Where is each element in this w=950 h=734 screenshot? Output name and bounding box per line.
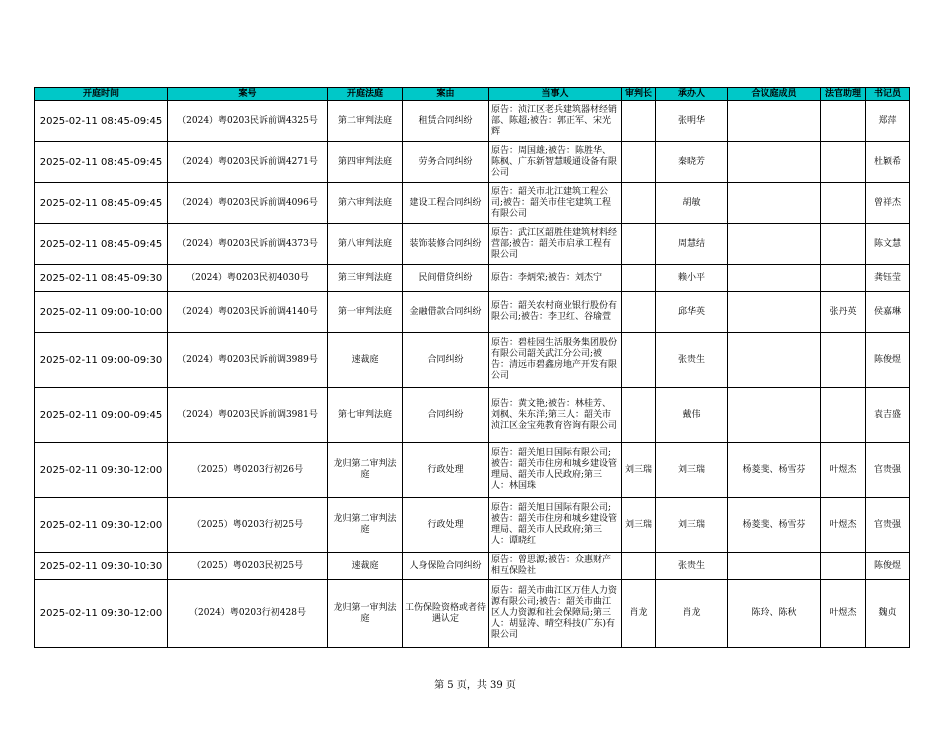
cell-time: 2025-02-11 08:45-09:45 [35,101,168,142]
header-cause: 案由 [403,88,489,101]
cell-clerk: 郑萍 [866,101,910,142]
cell-presiding [622,553,656,580]
cell-clerk: 陈俊煜 [866,333,910,388]
cell-presiding: 刘三瑞 [622,443,656,498]
cell-court: 第四审判法庭 [328,142,403,183]
cell-assistant: 叶煜杰 [821,580,866,648]
table-row [35,333,910,388]
cell-panel [728,265,821,292]
cell-clerk: 陈俊煜 [866,553,910,580]
table-row [35,101,910,142]
cell-time: 2025-02-11 09:00-10:00 [35,292,168,333]
cell-cause: 行政处理 [403,443,489,498]
cell-parties: 原告：碧桂园生活服务集团股份有限公司韶关武江分公司;被告：清远市碧鑫房地产开发有限公司 [489,333,622,388]
cell-parties: 原告：武江区韶胜佳建筑材料经营部;被告：韶关市启承工程有限公司 [489,224,622,265]
cell-cause: 行政处理 [403,498,489,553]
cell-handler: 刘三瑞 [656,498,728,553]
cell-case-no: （2024）粤0203民诉前调3981号 [168,388,328,443]
cell-case-no: （2024）粤0203民诉前调4325号 [168,101,328,142]
cell-case-no: （2025）粤0203行初25号 [168,498,328,553]
cell-parties: 原告：韶关市曲江区万佳人力资源有限公司;被告：韶关市曲江区人力资源和社会保障局;第三人：胡显涛、晴空科技(广东)有限公司 [489,580,622,648]
table-row [35,224,910,265]
cell-presiding: 刘三瑞 [622,498,656,553]
cell-case-no: （2024）粤0203民诉前调3989号 [168,333,328,388]
cell-panel [728,388,821,443]
cell-cause: 合同纠纷 [403,388,489,443]
cell-cause: 租赁合同纠纷 [403,101,489,142]
cell-time: 2025-02-11 08:45-09:45 [35,183,168,224]
table-row [35,183,910,224]
cell-assistant [821,142,866,183]
header-court: 开庭法庭 [328,88,403,101]
cell-panel: 杨菱斐、杨雪芬 [728,498,821,553]
cell-parties: 原告：黄文艳;被告：林桂芳、刘枫、朱东洋;第三人：韶关市浈江区金宝苑教育咨询有限公司 [489,388,622,443]
cell-court: 第一审判法庭 [328,292,403,333]
cell-clerk: 袁吉盛 [866,388,910,443]
header-row [35,88,910,101]
cell-time: 2025-02-11 09:00-09:30 [35,333,168,388]
cell-cause: 建设工程合同纠纷 [403,183,489,224]
header-handler: 承办人 [656,88,728,101]
cell-assistant [821,553,866,580]
table-row [35,443,910,498]
table-row [35,265,910,292]
cell-clerk: 杜颖希 [866,142,910,183]
cell-presiding [622,224,656,265]
cell-panel [728,142,821,183]
cell-clerk: 官贵强 [866,443,910,498]
cell-cause: 合同纠纷 [403,333,489,388]
header-assistant: 法官助理 [821,88,866,101]
page-footer: 第 5 页，共 39 页 [434,680,516,691]
hearing-schedule-table [34,87,910,648]
cell-handler: 肖龙 [656,580,728,648]
cell-assistant: 张丹英 [821,292,866,333]
cell-case-no: （2024）粤0203民诉前调4096号 [168,183,328,224]
cell-case-no: （2024）粤0203行初428号 [168,580,328,648]
cell-presiding [622,265,656,292]
cell-case-no: （2024）粤0203民诉前调4373号 [168,224,328,265]
cell-parties: 原告：周国雄;被告：陈胜华、陈枫、广东新智慧暖通设备有限公司 [489,142,622,183]
cell-panel [728,292,821,333]
cell-parties: 原告：韶关旭日国际有限公司;被告：韶关市住房和城乡建设管理局、韶关市人民政府;第三人：林国珠 [489,443,622,498]
cell-clerk: 魏贞 [866,580,910,648]
header-panel: 合议庭成员 [728,88,821,101]
cell-assistant: 叶煜杰 [821,443,866,498]
cell-panel [728,183,821,224]
cell-assistant [821,388,866,443]
cell-court: 速裁庭 [328,333,403,388]
cell-case-no: （2025）粤0203行初26号 [168,443,328,498]
cell-assistant [821,224,866,265]
cell-cause: 工伤保险资格或者待遇认定 [403,580,489,648]
cell-parties: 原告：韶关旭日国际有限公司;被告：韶关市住房和城乡建设管理局、韶关市人民政府;第三人：谭晓红 [489,498,622,553]
cell-presiding [622,292,656,333]
cell-assistant [821,101,866,142]
cell-time: 2025-02-11 08:45-09:45 [35,224,168,265]
cell-cause: 装饰装修合同纠纷 [403,224,489,265]
table-row [35,142,910,183]
cell-case-no: （2024）粤0203民初4030号 [168,265,328,292]
cell-case-no: （2024）粤0203民诉前调4271号 [168,142,328,183]
table-row [35,388,910,443]
cell-parties: 原告：李炳荣;被告：刘杰宁 [489,265,622,292]
cell-court: 第三审判法庭 [328,265,403,292]
cell-panel: 陈玲、陈秋 [728,580,821,648]
cell-parties: 原告：浈江区老兵建筑器材经销部、陈超;被告：郭正军、宋光辉 [489,101,622,142]
cell-time: 2025-02-11 09:30-12:00 [35,498,168,553]
cell-court: 第八审判法庭 [328,224,403,265]
header-presiding: 审判长 [622,88,656,101]
cell-cause: 劳务合同纠纷 [403,142,489,183]
cell-handler: 戴伟 [656,388,728,443]
cell-panel: 杨菱斐、杨雪芬 [728,443,821,498]
cell-court: 龙归第一审判法庭 [328,580,403,648]
cell-court: 龙归第二审判法庭 [328,443,403,498]
cell-cause: 民间借贷纠纷 [403,265,489,292]
cell-assistant [821,333,866,388]
cell-case-no: （2024）粤0203民诉前调4140号 [168,292,328,333]
table-row [35,580,910,648]
cell-presiding: 肖龙 [622,580,656,648]
cell-clerk: 陈文慧 [866,224,910,265]
cell-time: 2025-02-11 09:30-12:00 [35,443,168,498]
cell-handler: 赖小平 [656,265,728,292]
cell-court: 速裁庭 [328,553,403,580]
cell-presiding [622,333,656,388]
cell-presiding [622,142,656,183]
header-time: 开庭时间 [35,88,168,101]
cell-clerk: 侯嘉琳 [866,292,910,333]
header-clerk: 书记员 [866,88,910,101]
table-row [35,498,910,553]
cell-handler: 张明华 [656,101,728,142]
cell-assistant [821,183,866,224]
cell-cause: 金融借款合同纠纷 [403,292,489,333]
cell-panel [728,101,821,142]
cell-presiding [622,183,656,224]
cell-presiding [622,101,656,142]
cell-parties: 原告：韶关农村商业银行股份有限公司;被告：李卫红、谷瑜萱 [489,292,622,333]
cell-assistant: 叶煜杰 [821,498,866,553]
cell-panel [728,553,821,580]
cell-court: 第七审判法庭 [328,388,403,443]
cell-handler: 邱华英 [656,292,728,333]
cell-presiding [622,388,656,443]
cell-time: 2025-02-11 09:30-12:00 [35,580,168,648]
cell-handler: 张贵生 [656,553,728,580]
cell-time: 2025-02-11 08:45-09:30 [35,265,168,292]
cell-handler: 周慧结 [656,224,728,265]
cell-handler: 秦晓芳 [656,142,728,183]
cell-panel [728,224,821,265]
cell-parties: 原告：韶关市北江建筑工程公司;被告：韶关市佳宅建筑工程有限公司 [489,183,622,224]
header-parties: 当事人 [489,88,622,101]
cell-parties: 原告：曾思源;被告：众惠财产相互保险社 [489,553,622,580]
header-case-no: 案号 [168,88,328,101]
cell-assistant [821,265,866,292]
cell-clerk: 官贵强 [866,498,910,553]
cell-time: 2025-02-11 09:00-09:45 [35,388,168,443]
cell-time: 2025-02-11 09:30-10:30 [35,553,168,580]
cell-clerk: 曾祥杰 [866,183,910,224]
cell-court: 龙归第二审判法庭 [328,498,403,553]
cell-panel [728,333,821,388]
cell-court: 第六审判法庭 [328,183,403,224]
cell-handler: 刘三瑞 [656,443,728,498]
cell-time: 2025-02-11 08:45-09:45 [35,142,168,183]
cell-handler: 胡敏 [656,183,728,224]
cell-clerk: 龚钰莹 [866,265,910,292]
cell-court: 第二审判法庭 [328,101,403,142]
cell-handler: 张贵生 [656,333,728,388]
cell-cause: 人身保险合同纠纷 [403,553,489,580]
table-row [35,553,910,580]
cell-case-no: （2025）粤0203民初25号 [168,553,328,580]
table-row [35,292,910,333]
